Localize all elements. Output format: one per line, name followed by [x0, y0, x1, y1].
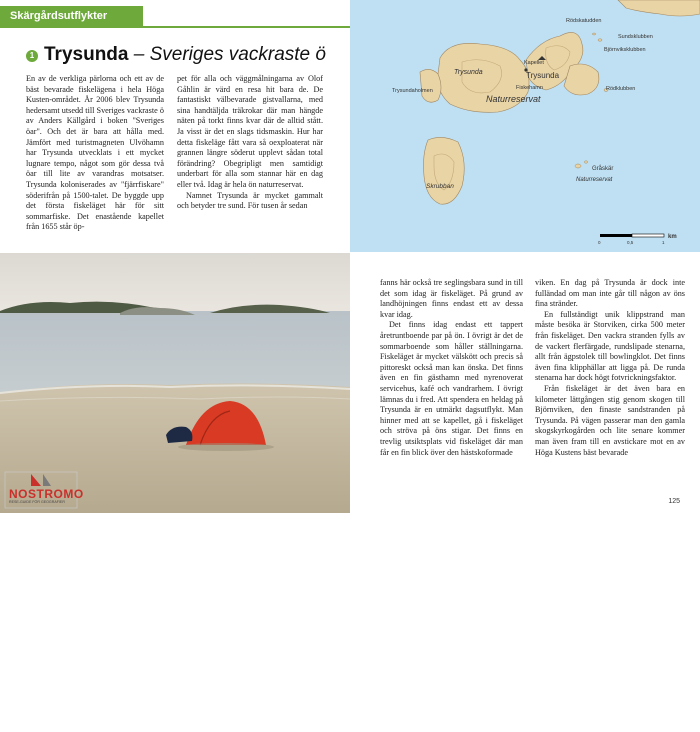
- map-label-trysunda-island: Trysunda: [454, 69, 483, 76]
- right-column-1: [380, 278, 523, 458]
- scale-tick-0: 0: [598, 240, 601, 245]
- map-label-bjornviksklubben: Björnviksklubben: [604, 47, 646, 53]
- paragraph: viken. En dag på Trysunda är dock inte fulländad om man inte går till någon av öns fina stränder.: [535, 278, 685, 309]
- map-label-kapellet: Kapellet: [524, 60, 544, 66]
- paragraph: Namnet Trysunda är mycket gammalt och betyder tre sund. För tusen år sedan: [177, 190, 323, 211]
- logo-text: NOSTROMO: [9, 487, 84, 501]
- paragraph: Det finns idag endast ett tappert åretruntboende par på ön. I övrigt är det de sommarboende som håller ställningarna. Fiskeläget är mycket välskött och precis så pittoreskt också man kan önska. Det finns även en fin gästhamn med nyrenoverat servicehus, kafé och vandrarhem. I övrigt lämnas du i fred. Att spendera en heldag på Trysunda är en utmärkt dagsutflykt. Man hinner med att se kapellet, gå i fiskeläget och ströva på öns stigar. Det finns en trevlig utsiktsplats vid fiskeläget där man får en fin blick över den hästskoformade: [380, 320, 523, 457]
- right-column-2: [535, 278, 685, 458]
- nostromo-logo: [5, 472, 84, 508]
- trysunda-map: [350, 0, 700, 252]
- scale-tick-2: 1: [662, 240, 665, 245]
- map-label-trysunda-village: Trysunda: [526, 71, 560, 80]
- map-label-trysundaholmen: Trysundaholmen: [392, 88, 433, 94]
- map-label-rodskatudden: Rödskatudden: [566, 18, 602, 24]
- chapter-rule: [0, 26, 350, 28]
- paragraph: pet för alla och väggmålningarna av Olof Gåhlin är värd en resa hit bara de. De fantastiskt välbevarade gistvallarna, med sina handtäljda träkrokar där man hängde näten på torkt finns kvar där de alltid stått. Ja visst är det en slags tidsmaskin. Hur har detta fiskeläge fått vara så oexploaterat när grannen längre söderut upplevt sådan total förändring? Obegripligt men samtidigt underbart för alla som stannar här en dag eller två. Idag är hela ön naturreservat.: [177, 74, 323, 189]
- map-label-naturreservat-small: Naturreservat: [576, 177, 613, 183]
- article-number-badge: 1: [26, 50, 38, 62]
- scale-unit: km: [668, 234, 677, 240]
- article-title-text: [44, 44, 326, 66]
- left-column-1: [26, 74, 164, 233]
- title-italic: – Sveriges vackraste ö: [133, 44, 326, 65]
- paragraph: fanns här också tre seglingsbara sund in till det som idag är fiskeläget. På grund av landhöjningen finns endast ett av dessa kvar idag.: [380, 278, 523, 319]
- map-label-naturreservat: Naturreservat: [486, 94, 541, 104]
- page-number: 125: [668, 498, 680, 505]
- right-page: [350, 0, 700, 513]
- map-image: [350, 0, 700, 252]
- map-label-rodklubben: Rödklubben: [606, 86, 636, 92]
- map-label-skrubban: Skrubban: [426, 183, 454, 190]
- title-bold: Trysunda: [44, 44, 129, 65]
- left-column-2: [177, 74, 323, 212]
- logo-subtext: RESE-GUIDE FÖR GEOGRAFIER: [9, 500, 65, 504]
- photo-caption: Ensam i tält vid Björnvikens vita sandstrand.: [30, 723, 177, 732]
- map-label-fiskehamn: Fiskehamn: [516, 85, 543, 91]
- map-label-graskar: Gråskär: [592, 166, 614, 172]
- chapter-tab: Skärgårdsutflykter: [0, 6, 143, 26]
- paragraph: En av de verkliga pärlorna och ett av de bäst bevarade fiskelägena i hela Höga Kusten-området. År 2006 blev Trysunda hedersamt utsedd till Sveriges vackraste ö av Anders Källgård i boken "Sveriges öar". Och det är bara att hålla med. Jämfört med turistmagneten Ulvöhamn har Trysunda utvecklats i ett mycket lugnare tempo, något som gör dessa två öar till lite av varandras motsatser. Trysunda koloniserades av "fjärrfiskare" söderifrån på 1500-talet. De byggde upp det första fiskeläget här för sitt sommarfiske. Det enastående kapellet från 1655 står öp-: [26, 74, 164, 232]
- article-title: [26, 46, 346, 68]
- map-label-sundsklubben: Sundsklubben: [618, 34, 653, 40]
- paragraph: En fullständigt unik klippstrand man måste besöka är Storviken, cirka 500 meter från fiskeläget. Den vackra stranden fylls av de vackert flerfärgade, rundslipade stenarna, allt från ägpstolek till bowlingklot. Det finns även fina klipphällar att ligga på. De runda stenarna har dock högt fotvrickningsfaktor.: [535, 309, 685, 383]
- paragraph: Från fiskeläget är det även bara en kilometer lättgången stig genom skogen till Björnviken, den finaste sandstranden på Trysunda. På vägen passerar man den gamla skogskyrkogården och lite senare kommer man även fram till en avstickare mot en av Höga Kustens bäst bevarade: [535, 383, 685, 457]
- scale-tick-1: 0,5: [627, 240, 634, 245]
